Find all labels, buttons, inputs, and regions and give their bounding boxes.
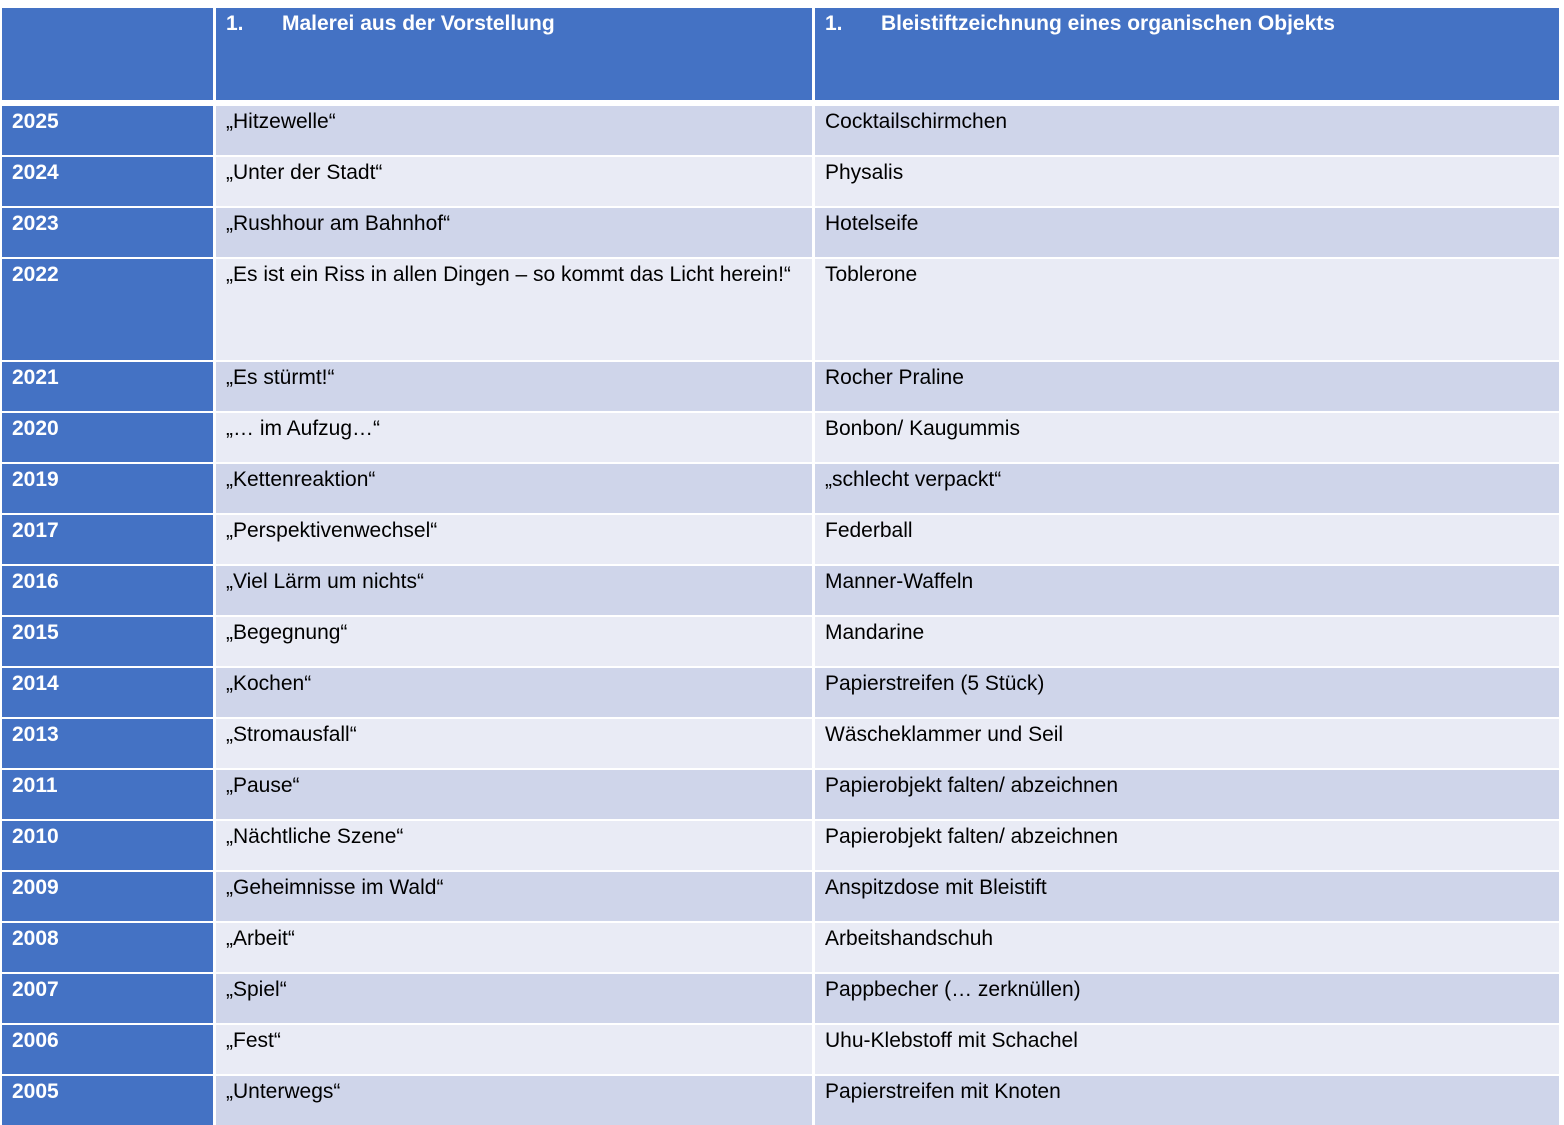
drawing-cell: Papierobjekt falten/ abzeichnen (812, 819, 1559, 870)
painting-cell: „Pause“ (213, 768, 812, 819)
painting-cell: „Unter der Stadt“ (213, 155, 812, 206)
header-drawing-number: 1. (825, 12, 843, 35)
drawing-cell: Hotelseife (812, 206, 1559, 257)
year-cell: 2023 (2, 206, 213, 257)
table-row (2, 360, 1559, 411)
painting-cell: „Spiel“ (213, 972, 812, 1023)
table-row (2, 870, 1559, 921)
drawing-cell: Toblerone (812, 257, 1559, 360)
painting-cell: „Nächtliche Szene“ (213, 819, 812, 870)
drawing-cell: Federball (812, 513, 1559, 564)
year-cell: 2005 (2, 1074, 213, 1125)
painting-cell: „Stromausfall“ (213, 717, 812, 768)
table-row (2, 1074, 1559, 1125)
table-row (2, 564, 1559, 615)
table-row (2, 921, 1559, 972)
year-cell: 2022 (2, 257, 213, 360)
header-drawing-label: Bleistiftzeichnung eines organischen Objekts (881, 12, 1335, 35)
year-cell: 2013 (2, 717, 213, 768)
painting-cell: „Begegnung“ (213, 615, 812, 666)
drawing-cell: Cocktailschirmchen (812, 104, 1559, 155)
table-row (2, 206, 1559, 257)
painting-cell: „Es ist ein Riss in allen Dingen – so kommt das Licht herein!“ (213, 257, 812, 360)
table-row (2, 666, 1559, 717)
table-row (2, 768, 1559, 819)
year-cell: 2006 (2, 1023, 213, 1074)
drawing-cell: Bonbon/ Kaugummis (812, 411, 1559, 462)
themes-table (2, 8, 1559, 1125)
drawing-cell: Papierobjekt falten/ abzeichnen (812, 768, 1559, 819)
year-cell: 2021 (2, 360, 213, 411)
year-cell: 2009 (2, 870, 213, 921)
painting-cell: „Kettenreaktion“ (213, 462, 812, 513)
painting-cell: „Viel Lärm um nichts“ (213, 564, 812, 615)
year-cell: 2024 (2, 155, 213, 206)
year-cell: 2020 (2, 411, 213, 462)
table-header-row (2, 8, 1559, 104)
drawing-cell: Uhu-Klebstoff mit Schachel (812, 1023, 1559, 1074)
header-year-cell (2, 8, 213, 104)
year-cell: 2019 (2, 462, 213, 513)
header-drawing-cell (812, 8, 1559, 104)
year-cell: 2014 (2, 666, 213, 717)
drawing-cell: Manner-Waffeln (812, 564, 1559, 615)
table-row (2, 1023, 1559, 1074)
drawing-cell: „schlecht verpackt“ (812, 462, 1559, 513)
painting-cell: „Arbeit“ (213, 921, 812, 972)
header-painting-cell (213, 8, 812, 104)
year-cell: 2008 (2, 921, 213, 972)
drawing-cell: Arbeitshandschuh (812, 921, 1559, 972)
table-row (2, 819, 1559, 870)
drawing-cell: Anspitzdose mit Bleistift (812, 870, 1559, 921)
painting-cell: „Hitzewelle“ (213, 104, 812, 155)
painting-cell: „… im Aufzug…“ (213, 411, 812, 462)
header-painting-label: Malerei aus der Vorstellung (282, 12, 555, 35)
painting-cell: „Rushhour am Bahnhof“ (213, 206, 812, 257)
table-row (2, 257, 1559, 360)
year-cell: 2015 (2, 615, 213, 666)
table-row (2, 615, 1559, 666)
header-painting-number: 1. (226, 12, 244, 35)
table-row (2, 155, 1559, 206)
table-row (2, 104, 1559, 155)
year-cell: 2007 (2, 972, 213, 1023)
table-row (2, 462, 1559, 513)
table-row (2, 972, 1559, 1023)
table-row (2, 717, 1559, 768)
drawing-cell: Papierstreifen mit Knoten (812, 1074, 1559, 1125)
drawing-cell: Rocher Praline (812, 360, 1559, 411)
painting-cell: „Perspektivenwechsel“ (213, 513, 812, 564)
drawing-cell: Papierstreifen (5 Stück) (812, 666, 1559, 717)
table-row (2, 513, 1559, 564)
year-cell: 2016 (2, 564, 213, 615)
painting-cell: „Kochen“ (213, 666, 812, 717)
painting-cell: „Fest“ (213, 1023, 812, 1074)
drawing-cell: Mandarine (812, 615, 1559, 666)
painting-cell: „Unterwegs“ (213, 1074, 812, 1125)
table-row (2, 411, 1559, 462)
year-cell: 2025 (2, 104, 213, 155)
drawing-cell: Physalis (812, 155, 1559, 206)
drawing-cell: Pappbecher (… zerknüllen) (812, 972, 1559, 1023)
year-cell: 2010 (2, 819, 213, 870)
year-cell: 2011 (2, 768, 213, 819)
year-cell: 2017 (2, 513, 213, 564)
drawing-cell: Wäscheklammer und Seil (812, 717, 1559, 768)
painting-cell: „Es stürmt!“ (213, 360, 812, 411)
painting-cell: „Geheimnisse im Wald“ (213, 870, 812, 921)
